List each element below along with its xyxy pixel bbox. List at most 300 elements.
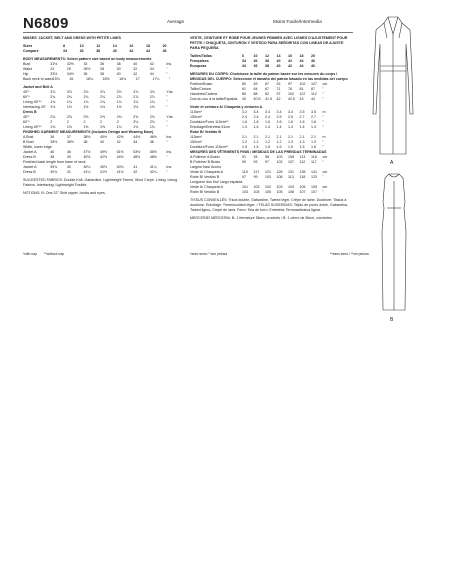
table-cell: 41 xyxy=(66,170,71,174)
table-cell: 44 xyxy=(299,59,304,63)
table-cell: 107 xyxy=(299,92,306,96)
table-cell: 1¾ xyxy=(116,125,122,129)
table-cell: 35½ xyxy=(50,140,58,144)
table-cell: 1.5 xyxy=(242,145,247,149)
table-cell: 28 xyxy=(100,67,105,71)
row-label: Hanches/Cadera xyxy=(190,92,217,96)
table-cell: 43 xyxy=(299,97,304,101)
table-cell: 36 xyxy=(79,49,84,53)
table-cell: 97 xyxy=(242,175,246,179)
table-cell: 97 xyxy=(265,160,269,164)
table-cell: " xyxy=(166,120,168,124)
table-cell: 1¾ xyxy=(149,125,155,129)
table-cell: 42¼ xyxy=(149,170,157,174)
row-label: 150cm* xyxy=(190,115,203,119)
row-label: B Bust xyxy=(23,140,34,144)
table-cell: 40½ xyxy=(83,155,91,159)
table-cell: 2⅝ xyxy=(100,115,106,119)
table-cell: " xyxy=(166,95,168,99)
table-cell: " xyxy=(166,72,168,76)
table-cell: 106 xyxy=(288,190,294,194)
table-cell: 83 xyxy=(253,82,258,86)
table-cell: 85 xyxy=(242,92,246,96)
row-label: Robe B/ Vestido B xyxy=(190,190,220,194)
row-label: A Bust xyxy=(23,135,34,139)
table-cell: 2⅞ xyxy=(133,95,139,99)
table-cell: 38 xyxy=(265,64,269,68)
table-cell: 17¼ xyxy=(152,77,160,81)
table-cell: 36½ xyxy=(66,140,74,144)
table-cell: 45 xyxy=(50,150,55,154)
table-cell: 1⅝ xyxy=(50,125,56,129)
table-cell: 2⅞ xyxy=(116,95,122,99)
table-cell: 1¾ xyxy=(66,100,72,104)
row-label: Lining 45"** xyxy=(23,125,42,129)
table-cell: 103 xyxy=(242,190,248,194)
dress-yardage xyxy=(23,115,183,130)
footnote-without-nap-fr: **sans sens / **sin pelusa xyxy=(330,252,369,256)
table-cell: 3⅞ xyxy=(149,90,155,94)
table-cell: " xyxy=(166,100,168,104)
row-label: Finished back length from base of neck xyxy=(23,160,86,164)
table-cell: 34 xyxy=(242,64,246,68)
table-cell: 2.1 xyxy=(265,135,270,139)
table-cell: 2⅛ xyxy=(133,120,139,124)
table-cell: 16 xyxy=(69,77,74,81)
row-label: 45"* xyxy=(23,115,30,119)
table-cell: " xyxy=(322,87,324,91)
table-cell: 99 xyxy=(253,175,258,179)
table-cell: 102 xyxy=(253,185,260,189)
table-cell: 92 xyxy=(265,92,269,96)
table-cell: 42½ xyxy=(100,155,108,159)
table-cell: 32 xyxy=(133,67,138,71)
table-cell: 41¼ xyxy=(83,170,91,174)
table-cell: Ins. xyxy=(166,165,173,169)
view-a-label: A xyxy=(390,160,394,166)
table-cell: 2.7 xyxy=(299,115,305,119)
table-cell: 102 xyxy=(288,92,294,96)
table-cell: 40 xyxy=(66,165,71,169)
table-cell: 55½ xyxy=(149,150,157,154)
table-cell: 46 xyxy=(311,64,315,68)
table-cell: 2⅝ xyxy=(66,115,72,119)
table-cell: " xyxy=(166,125,168,129)
table-cell: 2.7 xyxy=(311,115,316,119)
row-label: 150cm* xyxy=(190,140,203,144)
table-cell: 90 xyxy=(242,160,246,164)
row-label: Veste A/ Chaqueta A xyxy=(190,170,223,174)
table-cell: 91 xyxy=(242,155,246,159)
table-cell: Ins. xyxy=(166,135,173,139)
table-cell: 94 xyxy=(253,155,258,159)
table-cell: 1.4 xyxy=(276,125,282,129)
table-cell: 103 xyxy=(276,155,283,159)
table-cell: 1.6 xyxy=(311,120,316,124)
table-cell: 3⅞ xyxy=(133,90,139,94)
table-cell: 1.6 xyxy=(311,145,316,149)
table-cell: 107 xyxy=(311,190,317,194)
table-cell: " xyxy=(166,170,168,174)
table-cell: 2⅝ xyxy=(50,115,56,119)
table-cell: 34½ xyxy=(66,72,74,76)
table-cell: 42 xyxy=(133,72,138,76)
table-cell: 41¾ xyxy=(116,170,124,174)
table-cell: 3.5 xyxy=(311,110,316,114)
table-cell: 3.4 xyxy=(253,110,259,114)
table-cell: 40½ xyxy=(100,135,108,139)
finished-measurements-table-fr xyxy=(190,155,353,195)
table-cell: 103 xyxy=(265,175,271,179)
table-cell: 1.4 xyxy=(253,125,259,129)
table-cell: 42 xyxy=(288,64,292,68)
table-cell: 102 xyxy=(265,185,271,189)
table-cell: 105 xyxy=(276,190,283,194)
table-cell: 42 xyxy=(133,170,138,174)
table-cell: 40 xyxy=(100,140,105,144)
table-cell: 118 xyxy=(299,175,306,179)
table-cell: 46½ xyxy=(149,135,157,139)
row-label: A Poitrine/ A Busto xyxy=(190,155,220,159)
table-cell: 6 xyxy=(242,54,244,58)
table-cell: 38 xyxy=(116,62,121,66)
table-cell: 1½ xyxy=(116,105,122,109)
table-cell: 3⅞ xyxy=(66,90,72,94)
table-row xyxy=(23,170,183,175)
table-cell: 1½ xyxy=(100,105,106,109)
table-row xyxy=(23,49,183,54)
table-cell: 76 xyxy=(288,87,292,91)
table-cell: 25 xyxy=(66,67,71,71)
table-cell: 44 xyxy=(299,64,304,68)
table-cell: 40 xyxy=(276,59,281,63)
suggested-fabrics: SUGGESTED FABRICS: Double Knit, Gabardine, Lightweight Tweed, Wool Crepe. Lining: Lining Fabrics. Interfacing: Lightweight Fusible. xyxy=(23,178,178,187)
table-cell: " xyxy=(322,175,324,179)
table-cell: 38½ xyxy=(83,135,91,139)
table-cell: 92 xyxy=(276,82,281,86)
table-cell: 1.6 xyxy=(276,120,282,124)
table-cell: 64 xyxy=(253,87,258,91)
table-cell: 2¾ xyxy=(66,95,72,99)
table-cell: 42 xyxy=(149,62,154,66)
table-cell: 102 xyxy=(276,160,283,164)
row-label: Veste A/ Chaqueta A xyxy=(190,185,223,189)
table-cell: 20 xyxy=(311,54,315,58)
table-cell: 1¾ xyxy=(149,100,155,104)
table-cell: 103 xyxy=(276,185,283,189)
table-cell: 1¾ xyxy=(83,100,89,104)
table-cell: 2⅝ xyxy=(83,115,89,119)
table-cell: 117 xyxy=(253,170,260,174)
table-cell: 3⅞ xyxy=(50,90,56,94)
row-label: Jacket A xyxy=(23,150,37,154)
table-cell: 102 xyxy=(299,82,306,86)
table-cell: 108 xyxy=(276,175,283,179)
row-label: 60"* xyxy=(23,120,30,124)
table-cell: Ins. xyxy=(166,150,173,154)
table-cell: 117 xyxy=(311,160,317,164)
table-cell: " xyxy=(322,190,324,194)
table-cell: 1.4 xyxy=(299,125,305,129)
row-label: B Poitrine/ B Busto xyxy=(190,160,221,164)
table-cell: 44 xyxy=(133,140,138,144)
row-label: Lining 45"** xyxy=(23,100,42,104)
table-cell: 49½ xyxy=(100,150,108,154)
table-cell: 1.6 xyxy=(253,120,259,124)
row-label: Robe B/ Vestido B xyxy=(190,175,220,179)
table-cell: 36 xyxy=(253,64,258,68)
table-cell: 40.5 xyxy=(253,97,261,101)
row-label: Tailles/Tallas xyxy=(190,54,212,58)
table-cell: 105 xyxy=(265,190,271,194)
table-cell: 97 xyxy=(288,82,292,86)
table-cell: 41 xyxy=(133,165,138,169)
table-cell: 3⅞ xyxy=(83,90,89,94)
table-cell: 136 xyxy=(299,170,306,174)
row-label: Poitrine/Busto xyxy=(190,82,213,86)
table-cell: 2.1 xyxy=(311,135,316,139)
table-cell: 2.4 xyxy=(265,115,270,119)
english-measurements-column xyxy=(23,36,183,196)
table-cell: 12 xyxy=(265,54,269,58)
table-cell: 44½ xyxy=(116,155,124,159)
table-cell: 42 xyxy=(288,59,292,63)
table-cell: 2⅛ xyxy=(149,120,155,124)
table-cell: 3.4 xyxy=(288,110,293,114)
table-cell: 14 xyxy=(112,44,117,48)
row-label: Compare xyxy=(23,49,39,53)
table-cell: 1.3 xyxy=(288,140,293,144)
table-cell: 112 xyxy=(311,92,317,96)
table-cell: 38 xyxy=(100,72,105,76)
english-title: MISSES' JACKET, BELT AND DRESS WITH PETITE LINES xyxy=(23,36,121,40)
table-cell: 42 xyxy=(129,49,134,53)
table-cell: 2.1 xyxy=(253,135,259,139)
footnote-without-nap: **without nap xyxy=(44,252,64,256)
table-cell: 2⅞ xyxy=(149,95,155,99)
table-cell: 1.5 xyxy=(288,145,293,149)
table-cell: 38 xyxy=(265,59,269,63)
table-cell: 1¾ xyxy=(133,100,139,104)
table-row xyxy=(23,105,183,110)
table-cell: 2.1 xyxy=(242,135,247,139)
table-cell: " xyxy=(322,160,324,164)
row-label: Jacket A xyxy=(23,165,37,169)
table-cell: 1½ xyxy=(133,105,139,109)
row-label: Taille/Cintura xyxy=(190,87,211,91)
top-rule xyxy=(23,32,353,33)
table-cell: cm xyxy=(322,82,328,86)
pattern-number: N6809 xyxy=(23,15,69,32)
table-cell: 1.5 xyxy=(253,145,259,149)
table-cell: 38 xyxy=(96,49,101,53)
table-cell: 2.4 xyxy=(242,115,247,119)
table-cell: 113 xyxy=(299,155,306,159)
table-cell: 105 xyxy=(299,185,306,189)
french-spanish-title: VESTE, CEINTURE ET ROBE POUR JEUNES FEMMES AVEC LIGNES D'AJUSTEMENT POUR PETITE / CHAQUETA, CINTURON Y VESTIDO PARA SEÑORITAS CON LINEAS DE AJUSTE PARA PEQUEÑA xyxy=(190,36,348,50)
row-label: 115cm* xyxy=(190,110,202,114)
table-cell: 12 xyxy=(96,44,101,48)
table-cell: 2⅝ xyxy=(116,115,122,119)
table-cell: 1.6 xyxy=(299,120,305,124)
table-cell: 10 xyxy=(79,44,84,48)
dress-heading: Dress B xyxy=(23,110,37,114)
french-spanish-measurements-column xyxy=(190,36,353,221)
table-cell: 38 xyxy=(50,155,55,159)
table-cell: 1.2 xyxy=(253,140,259,144)
table-cell: 40½ xyxy=(100,165,108,169)
footnote-with-nap-fr: *avec sens / *con pelusa xyxy=(190,252,228,256)
table-cell: 141 xyxy=(311,170,317,174)
row-label: 45"* xyxy=(23,90,30,94)
table-cell: 1.5 xyxy=(276,145,282,149)
table-cell: 2.1 xyxy=(276,135,282,139)
table-cell: 107 xyxy=(299,190,306,194)
dress-meterage xyxy=(190,135,353,150)
table-cell: 34 xyxy=(83,62,88,66)
table-cell: 44 xyxy=(311,97,315,101)
table-cell: 48½ xyxy=(149,155,157,159)
table-cell: 24 xyxy=(50,67,55,71)
table-cell: 3⅞ xyxy=(116,90,122,94)
jacket-belt-meterage xyxy=(190,110,353,130)
table-cell: 1.4 xyxy=(265,125,270,129)
table-cell: 34 xyxy=(149,67,154,71)
table-cell: " xyxy=(322,120,324,124)
table-cell: 2¾ xyxy=(100,95,106,99)
finished-measurements-table xyxy=(23,135,183,175)
table-cell: 36 xyxy=(50,135,55,139)
table-cell: 3.2 xyxy=(242,110,247,114)
table-cell: 115 xyxy=(242,170,248,174)
body-measurements-table-fr xyxy=(190,82,353,102)
row-label: Doublure/Forro 115cm** xyxy=(190,120,229,124)
compare-row xyxy=(23,49,183,54)
table-cell: 1.4 xyxy=(288,125,293,129)
table-cell: 51½ xyxy=(116,150,124,154)
jacket-belt-yardage xyxy=(23,90,183,110)
row-label: Sizes xyxy=(23,44,33,48)
table-cell: 36 xyxy=(100,62,105,66)
table-cell: 107 xyxy=(288,160,294,164)
table-cell: 1¾ xyxy=(50,100,56,104)
table-cell: 40¼ xyxy=(83,165,91,169)
table-cell: 121 xyxy=(265,170,271,174)
table-cell: 123 xyxy=(311,175,317,179)
table-row xyxy=(23,77,183,82)
row-label: Dos du cou à la taille/Espalda xyxy=(190,97,238,101)
notions: NOTIONS: B: One 22" Skirt zipper, hooks and eyes. xyxy=(23,191,106,195)
table-cell: 8 xyxy=(63,44,65,48)
table-cell: " xyxy=(166,67,168,71)
body-measurements-heading: BODY MEASUREMENTS: Select pattern size based on body measurements xyxy=(23,57,152,61)
table-cell: 14 xyxy=(276,54,281,58)
table-cell: 41¼ xyxy=(149,165,157,169)
row-label: Dress B xyxy=(23,155,36,159)
table-cell: 104 xyxy=(288,185,294,189)
table-cell: 39 xyxy=(66,155,71,159)
table-cell: 93 xyxy=(253,160,258,164)
table-row xyxy=(190,97,353,102)
row-label: Doublure/Forro 115cm** xyxy=(190,145,229,149)
table-cell: 1⅝ xyxy=(83,125,89,129)
row-label: 115cm* xyxy=(190,135,202,139)
table-cell: 46½ xyxy=(133,155,141,159)
jacket-belt-heading-fr: Veste et ceinture A/ Chaqueta y cinturón A xyxy=(190,105,263,109)
table-cell: 40 xyxy=(242,97,246,101)
row-label: Françaises xyxy=(190,59,209,63)
dress-heading-fr: Robe B/ Vestido B xyxy=(190,130,221,134)
table-cell: " xyxy=(322,115,324,119)
table-cell: 18 xyxy=(299,54,304,58)
table-cell: 1½ xyxy=(50,105,56,109)
table-cell: 1.4 xyxy=(311,125,316,129)
table-cell: 71 xyxy=(276,87,281,91)
table-cell: 44 xyxy=(145,49,150,53)
table-cell: 41½ xyxy=(100,170,108,174)
table-cell: 1.3 xyxy=(311,140,316,144)
table-cell: 1.2 xyxy=(242,140,247,144)
row-label: 60"* xyxy=(23,95,30,99)
table-cell: 105 xyxy=(311,185,317,189)
table-cell: 81 xyxy=(299,87,304,91)
table-cell: " xyxy=(166,140,168,144)
table-cell: 18 xyxy=(145,44,150,48)
table-cell: m xyxy=(322,110,326,114)
table-cell: 3.4 xyxy=(265,110,270,114)
skill-level-en: Average xyxy=(167,19,185,24)
body-measurements-heading-fr: MESURES DU CORPS: Choisissez la taille du patron basée sur les mesures du corps / MEDIDAS DEL CUERPO: Seleccione el tamaño del patrón basado en las medidas del cuerpo xyxy=(190,72,348,81)
table-cell: 104 xyxy=(253,190,260,194)
table-cell: " xyxy=(322,97,324,101)
table-cell: 87 xyxy=(265,82,269,86)
table-cell: 41.5 xyxy=(265,97,272,101)
table-cell: 46 xyxy=(149,140,154,144)
body-measurements-table xyxy=(23,62,183,82)
table-cell: 108 xyxy=(288,155,294,159)
table-cell: 20 xyxy=(162,44,167,48)
table-cell: 3⅞ xyxy=(100,90,106,94)
table-cell: 2 xyxy=(116,120,119,124)
table-cell: cm xyxy=(322,155,328,159)
row-label: Largeur bas/ Ancho xyxy=(190,165,222,169)
table-cell: cm xyxy=(322,170,328,174)
table-cell: 40¾ xyxy=(50,170,58,174)
skill-level-fr-es: Moins Facile/Intermedia xyxy=(273,19,322,24)
table-cell: 40 xyxy=(133,62,138,66)
table-cell: 44 xyxy=(149,72,154,76)
table-cell: 38 xyxy=(83,140,88,144)
table-cell: 2.6 xyxy=(288,115,293,119)
table-cell: 1.3 xyxy=(299,140,305,144)
dress-b-technical-drawing xyxy=(376,172,412,314)
finished-measurements-heading-fr: MESURES DES VÊTEMENTS FINIS / MEDIDAS DE LAS PRENDAS TERMINADAS xyxy=(190,150,327,154)
table-cell: 3.5 xyxy=(299,110,305,114)
table-cell: 113 xyxy=(288,175,294,179)
table-cell: 2 xyxy=(66,120,69,124)
row-label: Width, lower edge xyxy=(23,145,52,149)
table-cell: 1.6 xyxy=(265,120,270,124)
table-cell: 40¾ xyxy=(116,165,124,169)
table-cell: 33½ xyxy=(50,72,58,76)
table-cell: 1¾ xyxy=(116,100,122,104)
table-cell: 107 xyxy=(311,82,317,86)
table-cell: Ins. xyxy=(166,62,173,66)
table-cell: 2 xyxy=(100,120,103,124)
row-label: Waist xyxy=(23,67,32,71)
table-cell: 101 xyxy=(242,185,248,189)
table-cell: 1¾ xyxy=(133,125,139,129)
